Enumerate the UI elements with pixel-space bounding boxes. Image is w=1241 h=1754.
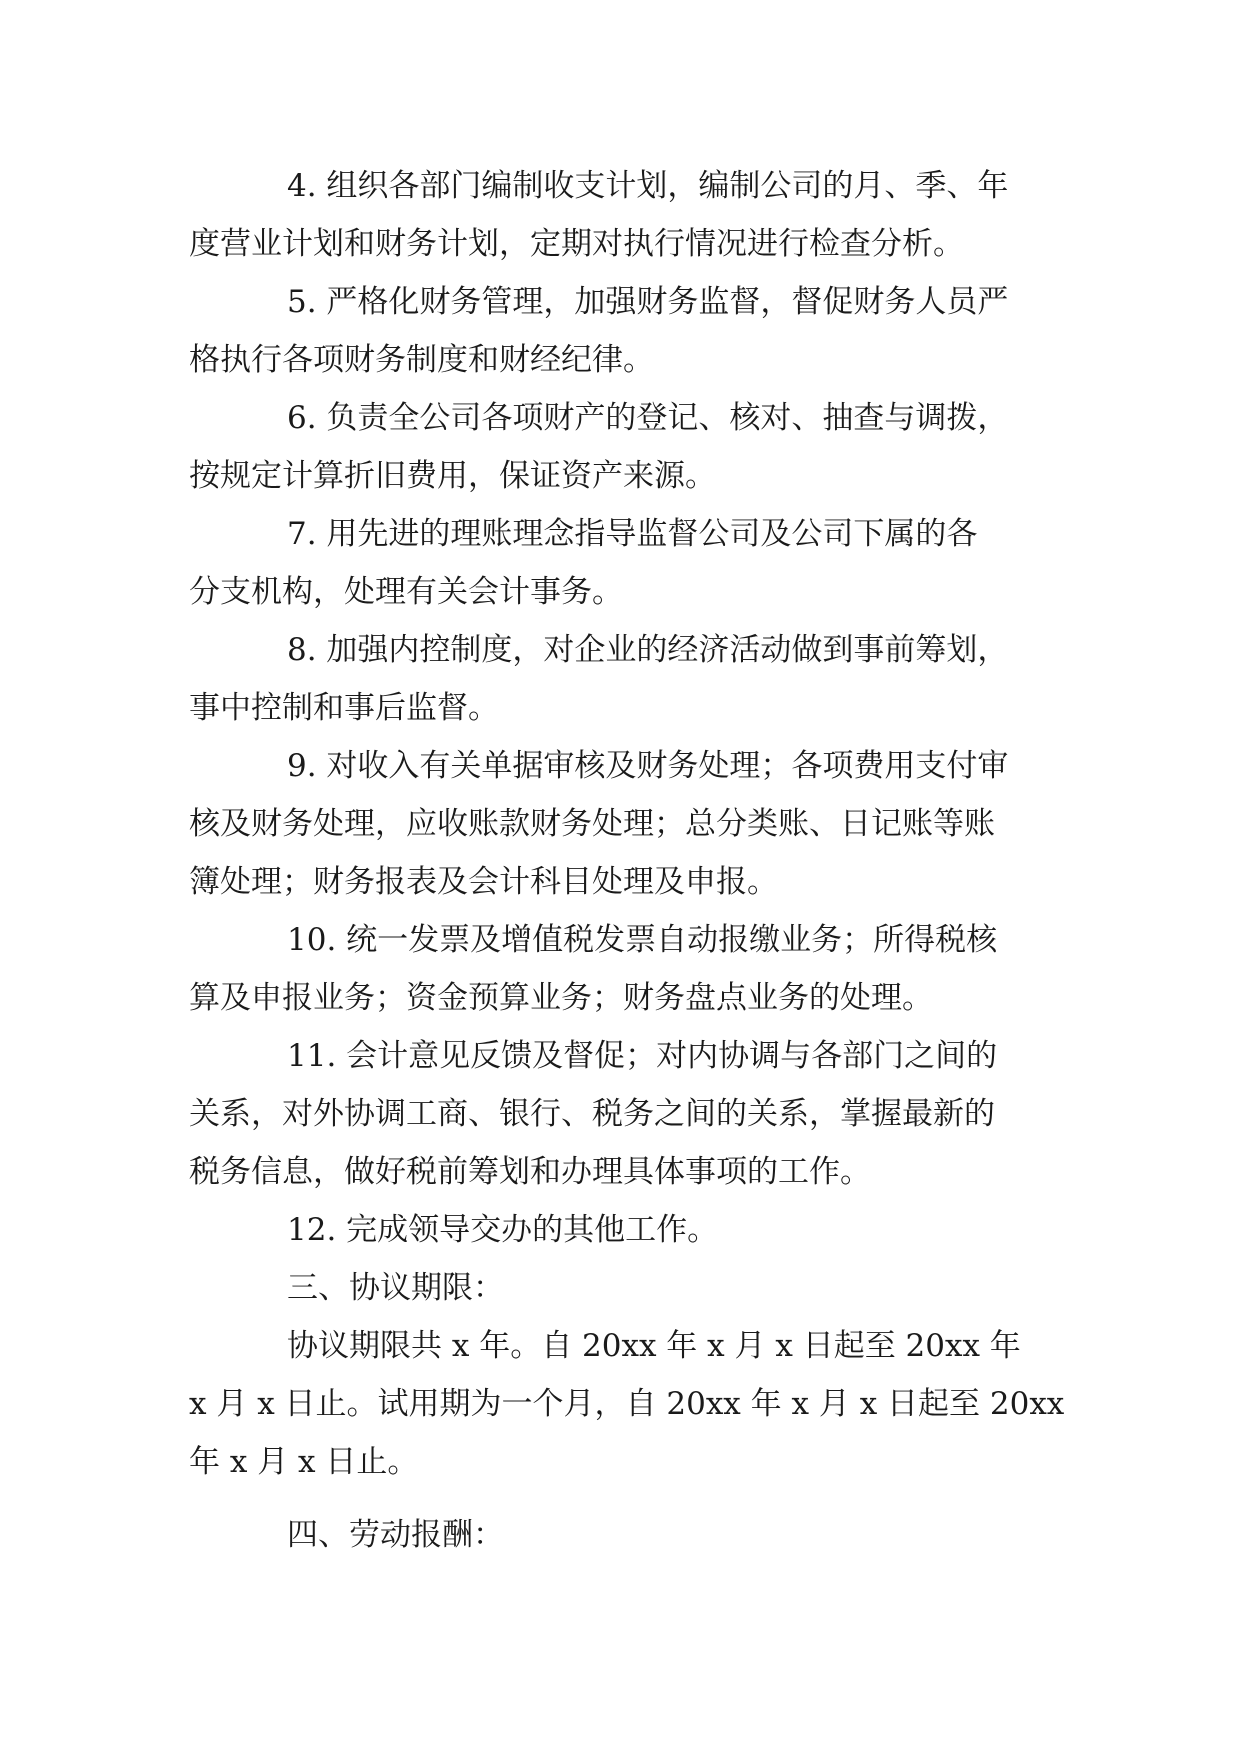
paragraph-line: 9. 对收入有关单据审核及财务处理；各项费用支付审 bbox=[287, 748, 1009, 784]
paragraph-line: 10. 统一发票及增值税发票自动报缴业务；所得税核 bbox=[287, 922, 998, 958]
paragraph-line: 格执行各项财务制度和财经纪律。 bbox=[189, 342, 654, 378]
paragraph-line: x 月 x 日止。试用期为一个月，自 20xx 年 x 月 x 日起至 20xx bbox=[189, 1386, 1065, 1422]
paragraph-line: 簿处理；财务报表及会计科目处理及申报。 bbox=[189, 864, 778, 900]
paragraph-line: 7. 用先进的理账理念指导监督公司及公司下属的各 bbox=[287, 516, 978, 552]
paragraph-line: 4. 组织各部门编制收支计划，编制公司的月、季、年 bbox=[287, 168, 1009, 204]
paragraph-line: 8. 加强内控制度，对企业的经济活动做到事前筹划， bbox=[287, 632, 1009, 668]
paragraph-line: 度营业计划和财务计划，定期对执行情况进行检查分析。 bbox=[189, 226, 964, 262]
paragraph-line: 分支机构，处理有关会计事务。 bbox=[189, 574, 623, 610]
section-heading: 四、劳动报酬： bbox=[287, 1517, 504, 1553]
paragraph-line: 按规定计算折旧费用，保证资产来源。 bbox=[189, 458, 716, 494]
paragraph-line: 税务信息，做好税前筹划和办理具体事项的工作。 bbox=[189, 1154, 871, 1190]
section-heading: 三、协议期限： bbox=[287, 1270, 504, 1306]
paragraph-line: 事中控制和事后监督。 bbox=[189, 690, 499, 726]
paragraph-line: 12. 完成领导交办的其他工作。 bbox=[287, 1212, 719, 1248]
paragraph-line: 关系，对外协调工商、银行、税务之间的关系，掌握最新的 bbox=[189, 1096, 995, 1132]
paragraph-line: 年 x 月 x 日止。 bbox=[189, 1444, 419, 1480]
paragraph-line: 5. 严格化财务管理，加强财务监督，督促财务人员严 bbox=[287, 284, 1009, 320]
paragraph-line: 11. 会计意见反馈及督促；对内协调与各部门之间的 bbox=[287, 1038, 998, 1074]
paragraph-line: 协议期限共 x 年。自 20xx 年 x 月 x 日起至 20xx 年 bbox=[287, 1328, 1021, 1364]
paragraph-line: 6. 负责全公司各项财产的登记、核对、抽查与调拨， bbox=[287, 400, 1009, 436]
paragraph-line: 算及申报业务；资金预算业务；财务盘点业务的处理。 bbox=[189, 980, 933, 1016]
paragraph-line: 核及财务处理，应收账款财务处理；总分类账、日记账等账 bbox=[189, 806, 995, 842]
